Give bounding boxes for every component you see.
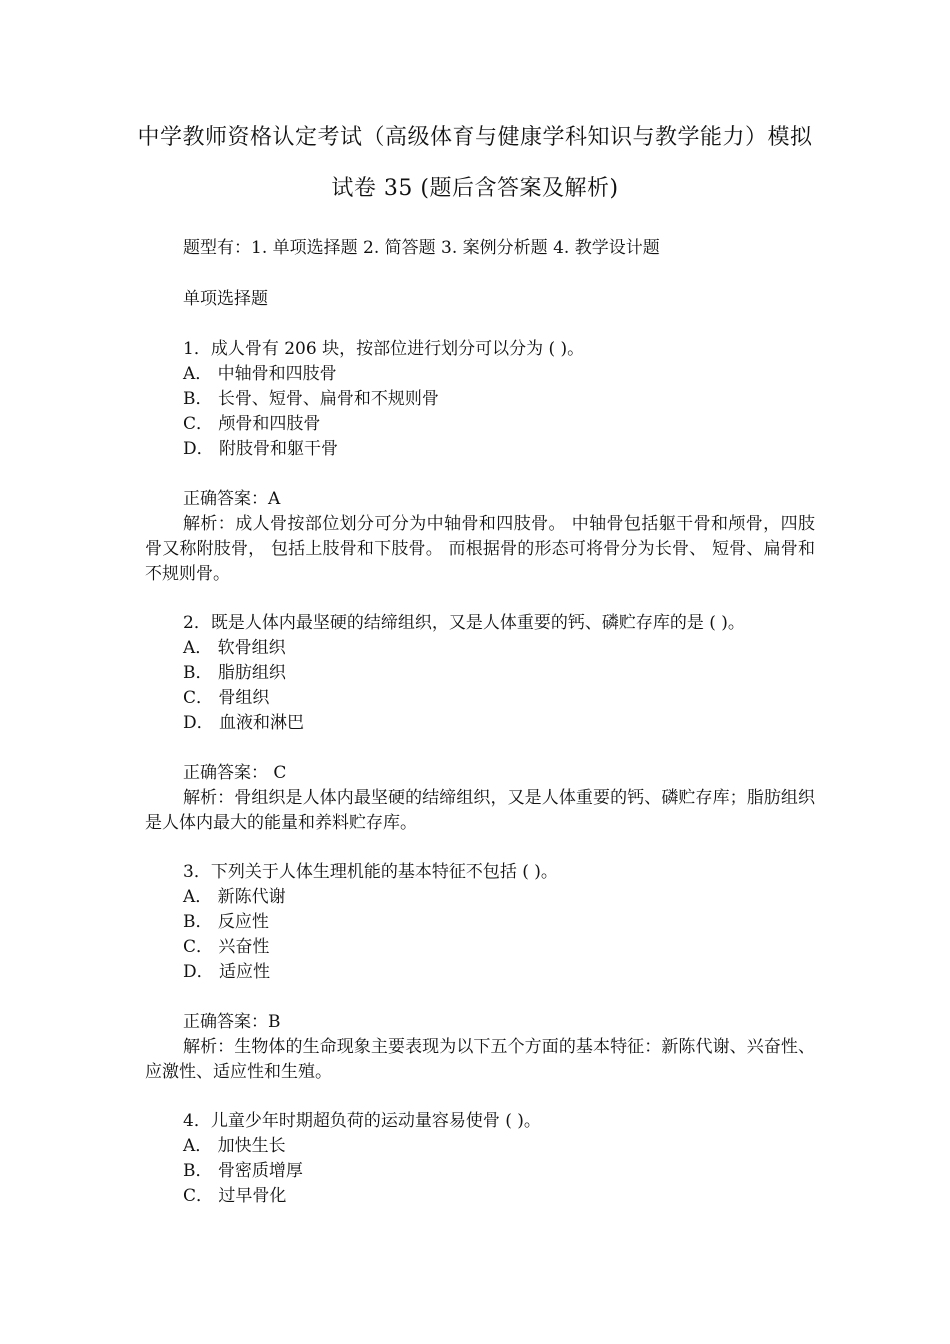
question-3-option-b: B． 反应性 xyxy=(183,912,269,932)
question-2-stem: 2．既是人体内最坚硬的结缔组织，又是人体重要的钙、磷贮存库的是 ( )。 xyxy=(183,613,745,633)
question-2-analysis: 解析：骨组织是人体内最坚硬的结缔组织，又是人体重要的钙、磷贮存库；脂肪组织是人体内最大的能量和养料贮存库。 xyxy=(145,788,815,833)
question-4-stem: 4．儿童少年时期超负荷的运动量容易使骨 ( )。 xyxy=(183,1111,541,1131)
question-4-option-a: A． 加快生长 xyxy=(183,1136,286,1156)
question-3-stem: 3．下列关于人体生理机能的基本特征不包括 ( )。 xyxy=(183,862,558,882)
question-1-analysis: 解析：成人骨按部位划分可分为中轴骨和四肢骨。 中轴骨包括躯干骨和颅骨，四肢骨又称附肢骨， 包括上肢骨和下肢骨。 而根据骨的形态可将骨分为长骨、 短骨、扁骨和不规则骨。 xyxy=(145,514,815,584)
question-1-option-d: D． 附肢骨和躯干骨 xyxy=(183,439,339,459)
question-2-option-c: C． 骨组织 xyxy=(183,688,270,708)
question-3-option-a: A． 新陈代谢 xyxy=(183,887,286,907)
question-4-option-c: C． 过早骨化 xyxy=(183,1186,287,1206)
question-3-analysis: 解析：生物体的生命现象主要表现为以下五个方面的基本特征：新陈代谢、兴奋性、应激性、适应性和生殖。 xyxy=(145,1037,815,1082)
question-2-option-d: D． 血液和淋巴 xyxy=(183,713,305,733)
section-heading: 单项选择题 xyxy=(183,289,268,309)
question-2-option-a: A． 软骨组织 xyxy=(183,638,286,658)
question-types: 题型有：1. 单项选择题 2. 简答题 3. 案例分析题 4. 教学设计题 xyxy=(183,238,660,258)
question-4-option-b: B． 骨密质增厚 xyxy=(183,1161,303,1181)
document-title-line-1: 中学教师资格认定考试（高级体育与健康学科知识与教学能力）模拟 xyxy=(137,125,813,150)
question-1-option-a: A． 中轴骨和四肢骨 xyxy=(183,364,337,384)
question-3-answer: 正确答案：B xyxy=(183,1012,281,1032)
question-1-answer: 正确答案：A xyxy=(183,489,281,509)
question-1-option-c: C． 颅骨和四肢骨 xyxy=(183,414,321,434)
question-3-option-c: C． 兴奋性 xyxy=(183,937,270,957)
document-title-line-2: 试卷 35 (题后含答案及解析) xyxy=(331,176,619,201)
question-2-option-b: B． 脂肪组织 xyxy=(183,663,286,683)
question-3-option-d: D． 适应性 xyxy=(183,962,271,982)
question-2-answer: 正确答案： C xyxy=(183,763,287,783)
question-1-stem: 1．成人骨有 206 块，按部位进行划分可以分为 ( )。 xyxy=(183,339,585,359)
question-1-option-b: B． 长骨、短骨、扁骨和不规则骨 xyxy=(183,389,439,409)
